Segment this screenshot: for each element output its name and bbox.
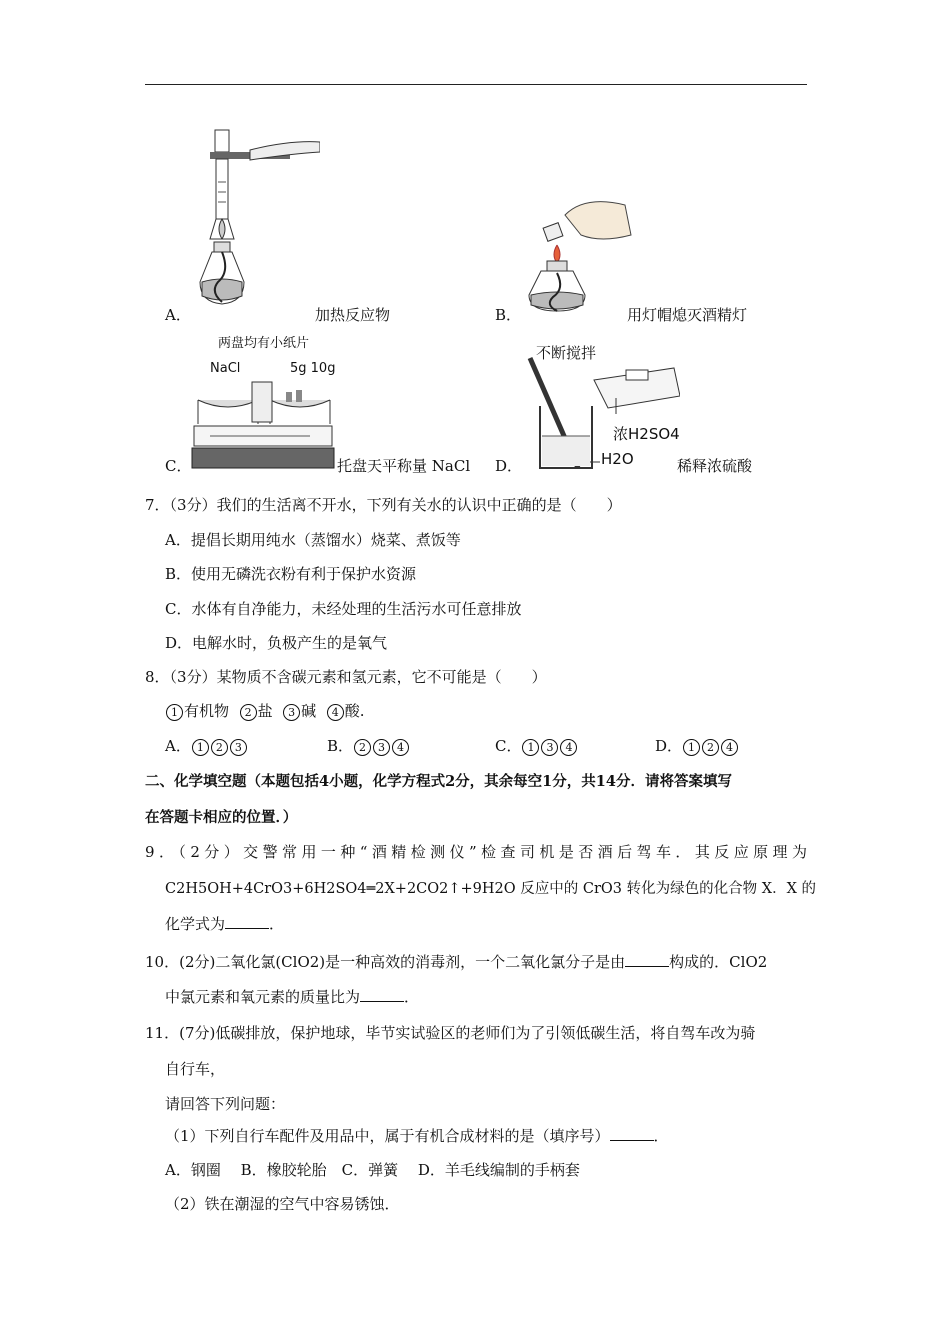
q8-item: 盐: [257, 702, 273, 720]
q11-sub1-end: ．: [653, 1127, 669, 1145]
q8-option-letter: A．: [165, 737, 191, 755]
q8-items: [165, 700, 364, 721]
q8-item: 有机物: [184, 702, 230, 720]
q11-sub1-text: （1）下列自行车配件及用品中，属于有机合成材料的是（填序号）: [165, 1127, 610, 1145]
q10-line1-end: 构成的．ClO2: [669, 953, 768, 971]
q8-option-letter: D．: [655, 737, 683, 755]
q11-sub1: [165, 1125, 669, 1146]
q8-option-d: [655, 735, 739, 756]
header-rule: [145, 84, 807, 85]
q7-stem: 7．（3分）我们的生活离不开水，下列有关水的认识中正确的是（ ）: [145, 496, 622, 514]
q7-option-c: C．水体有自净能力，未经处理的生活污水可任意排放: [165, 600, 522, 618]
q8-option-mark: 1: [522, 739, 539, 756]
section-2-heading: 二、化学填空题（本题包括4小题，化学方程式2分，其余每空1分，共14分．请将答案填写: [145, 773, 732, 790]
q10-line2: [165, 986, 419, 1007]
q8-option-mark: 2: [702, 739, 719, 756]
q8-option-mark: 3: [230, 739, 247, 756]
q9-answer-blank[interactable]: [225, 914, 269, 929]
q8-item-mark: 4: [327, 704, 344, 721]
q10-answer-blank-2[interactable]: [360, 987, 404, 1002]
figure-a-heating-image: [190, 122, 320, 322]
dilute-acid-label: 浓H2SO4: [613, 425, 680, 443]
q8-option-mark: 1: [683, 739, 700, 756]
q8-option-b: [327, 735, 410, 756]
q10-line2-text: 中氯元素和氧元素的质量比为: [165, 988, 361, 1006]
q8-option-mark: 3: [541, 739, 558, 756]
option-c-letter: C．: [165, 457, 192, 475]
figure-c-balance-image: [190, 378, 335, 473]
q8-option-mark: 4: [560, 739, 577, 756]
q8-item-mark: 2: [240, 704, 257, 721]
q8-option-a: [165, 735, 248, 756]
q9-equation: C2H5OH+4CrO3+6H2SO4═2X+2CO2↑+9H2O 反应中的 CrO3 转化为绿色的化合物 X．X 的: [165, 881, 816, 897]
q9-line3-text: 化学式为: [165, 915, 226, 933]
q10-line1-text: 10．(2分)二氧化氯(ClO2)是一种高效的消毒剂，一个二氧化氯分子是由: [145, 953, 626, 971]
q7-option-d: D．电解水时，负极产生的是氧气: [165, 634, 388, 652]
q9-line3-end: ．: [269, 915, 285, 933]
q11-line1: 11．(7分)低碳排放，保护地球，毕节实试验区的老师们为了引领低碳生活，将自驾车改为骑: [145, 1024, 756, 1042]
q8-item: 碱: [301, 702, 317, 720]
q11-line2: 自行车，: [165, 1060, 226, 1078]
q8-option-mark: 4: [721, 739, 738, 756]
option-c-caption: 托盘天平称量 NaCl: [337, 457, 471, 475]
dilute-note: 不断搅拌: [536, 344, 597, 362]
q8-item-mark: 3: [283, 704, 300, 721]
q10-line1: [145, 951, 767, 972]
q8-option-mark: 2: [211, 739, 228, 756]
q8-option-letter: B．: [327, 737, 354, 755]
q8-option-mark: 3: [373, 739, 390, 756]
option-a-letter: A．: [165, 306, 191, 324]
q11-options: A．钢圈 B．橡胶轮胎 C．弹簧 D．羊毛线编制的手柄套: [165, 1161, 580, 1179]
dilute-water-label: H2O: [601, 450, 634, 468]
q11-prompt: 请回答下列问题：: [165, 1095, 286, 1113]
figure-b-lamp-cap-image: [515, 195, 635, 320]
q8-option-c: [495, 735, 578, 756]
q8-option-mark: 4: [392, 739, 409, 756]
q8-option-mark: 2: [354, 739, 371, 756]
q8-option-mark: 1: [192, 739, 209, 756]
option-b-letter: B．: [495, 306, 522, 324]
q8-option-letter: C．: [495, 737, 522, 755]
q11-answer-blank[interactable]: [610, 1126, 654, 1141]
option-a-caption: 加热反应物: [315, 306, 391, 324]
q7-option-b: B．使用无磷洗衣粉有利于保护水资源: [165, 565, 417, 583]
q9-line3: [165, 913, 284, 934]
balance-left-label: NaCl: [210, 361, 241, 376]
option-b-caption: 用灯帽熄灭酒精灯: [627, 306, 748, 324]
option-d-caption: 稀释浓硫酸: [677, 457, 753, 475]
q8-item-mark: 1: [166, 704, 183, 721]
q10-line2-end: ．: [404, 988, 420, 1006]
q10-answer-blank-1[interactable]: [625, 952, 669, 967]
figure-d-dilution-image: [520, 350, 680, 475]
q11-sub2: （2）铁在潮湿的空气中容易锈蚀．: [165, 1195, 400, 1213]
q7-option-a: A．提倡长期用纯水（蒸馏水）烧菜、煮饭等: [165, 531, 461, 549]
option-d-letter: D．: [495, 457, 523, 475]
q9-line1: 9．（2分）交警常用一种“酒精检测仪”检查司机是否酒后驾车．其反应原理为: [145, 843, 807, 861]
balance-right-label: 5g 10g: [290, 361, 336, 376]
balance-note: 两盘均有小纸片: [218, 336, 310, 351]
section-2-heading-cont: 在答题卡相应的位置．）: [145, 809, 298, 826]
q8-stem: 8．（3分）某物质不含碳元素和氢元素，它不可能是（ ）: [145, 668, 547, 686]
q8-item: 酸.: [344, 702, 365, 720]
